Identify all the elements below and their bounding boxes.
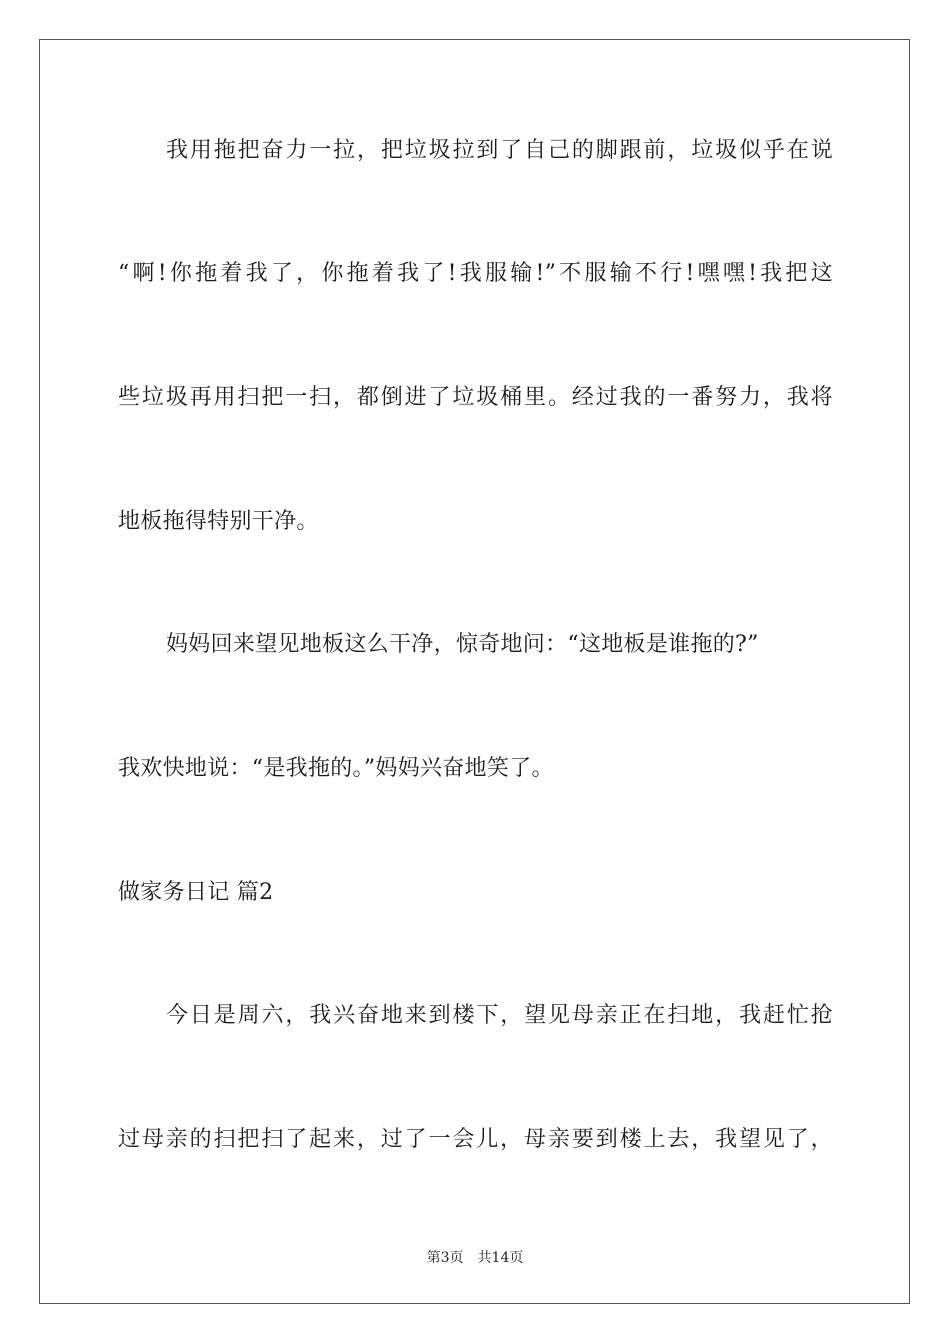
- paragraph-2-line-1: 妈妈回来望见地板这么干净，惊奇地问：“这地板是谁拖的?”: [166, 632, 759, 657]
- paragraph-3-line-2: 过母亲的扫把扫了起来，过了一会儿，母亲要到楼上去，我望见了，: [118, 1127, 833, 1152]
- paragraph-1-line-2: “啊!你拖着我了，你拖着我了!我服输!”不服输不行!嘿嘿!我把这: [118, 261, 833, 286]
- paragraph-1-line-1: 我用拖把奋力一拉，把垃圾拉到了自己的脚跟前，垃圾似乎在说: [166, 138, 833, 163]
- page-number: 第3页: [426, 1250, 464, 1266]
- section-heading: 做家务日记 篇2: [118, 880, 274, 905]
- paragraph-3-line-1: 今日是周六，我兴奋地来到楼下，望见母亲正在扫地，我赶忙抢: [166, 1003, 833, 1028]
- page-footer: [0, 1249, 950, 1267]
- page-border: [39, 39, 910, 1304]
- paragraph-1-line-3: 些垃圾再用扫把一扫，都倒进了垃圾桶里。经过我的一番努力，我将: [118, 385, 833, 410]
- paragraph-2-line-2: 我欢快地说：“是我拖的。”妈妈兴奋地笑了。: [118, 756, 554, 781]
- paragraph-1-line-4: 地板拖得特别干净。: [118, 509, 319, 534]
- page-total: 共14页: [477, 1250, 524, 1266]
